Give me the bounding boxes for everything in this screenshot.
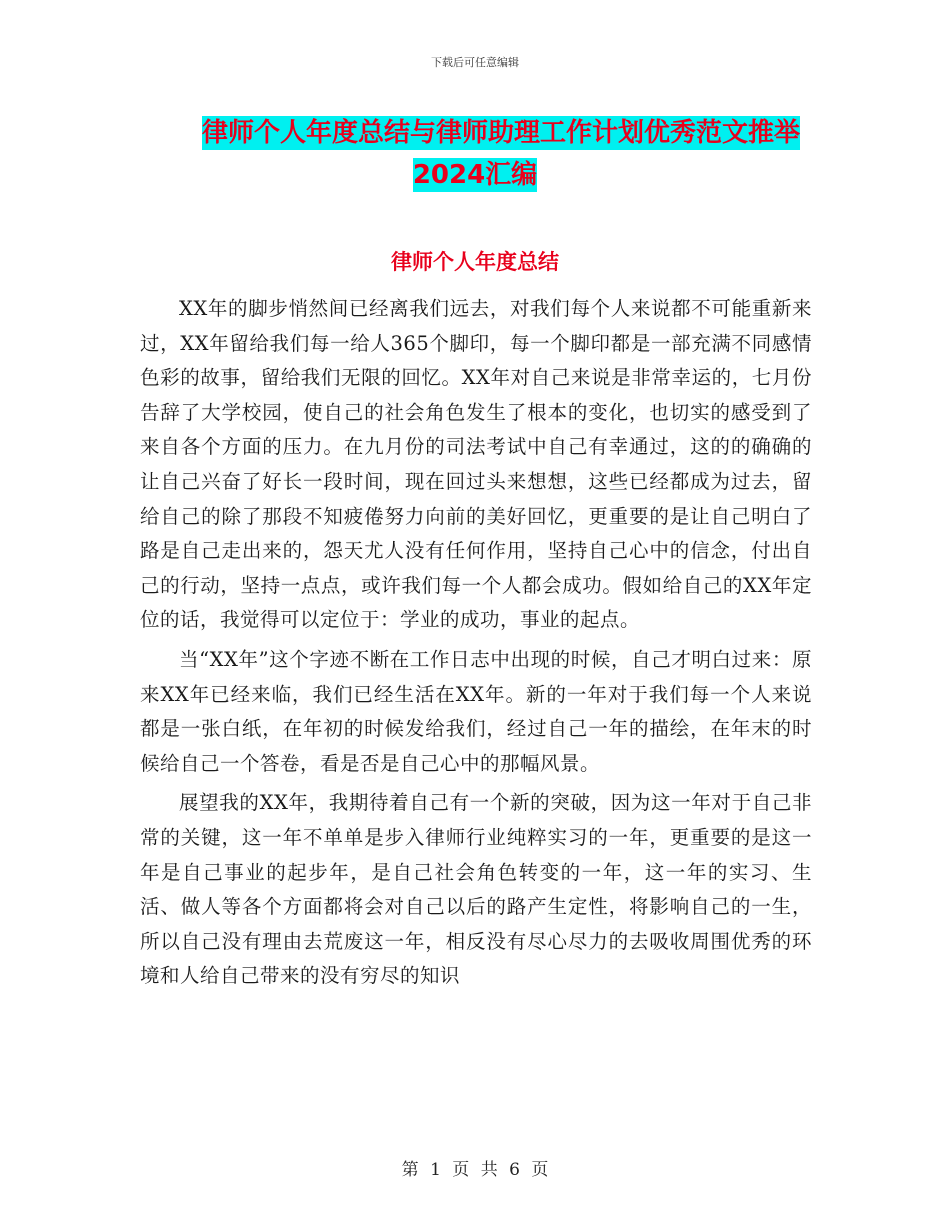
page-header-note: 下载后可任意编辑 (431, 56, 519, 69)
section-heading: 律师个人年度总结 (391, 250, 559, 274)
paragraph: 展望我的XX年，我期待着自己有一个新的突破，因为这一年对于自己非常的关键，这一年不单单是步入律师行业纯粹实习的一年，更重要的是这一年是自己事业的起步年，是自己社会角色转变的一年，这一年的实习、生活、做人等各个方面都将会对自己以后的路产生定性，将影响自己的一生，所以自己没有理由去荒废这一年，相反没有尽心尽力的去吸收周围优秀的环境和人给自己带来的没有穷尽的知识 (140, 791, 812, 988)
document-body (140, 292, 812, 999)
page-number: 第 1 页 共 6 页 (401, 1160, 549, 1180)
title-line-2: 2024汇编 (412, 160, 538, 190)
title-line-1: 律师个人年度总结与律师助理工作计划优秀范文推举 (201, 118, 800, 148)
paragraph: 当“XX年”这个字迹不断在工作日志中出现的时候，自己才明白过来：原来XX年已经来临，我们已经生活在XX年。新的一年对于我们每一个人来说都是一张白纸，在年初的时候发给我们，经过自己一年的描绘，在年末的时候给自己一个答卷，看是否是自己心中的那幅风景。 (140, 647, 812, 775)
paragraph: XX年的脚步悄然间已经离我们远去，对我们每个人来说都不可能重新来过，XX年留给我们每一给人365个脚印，每一个脚印都是一部充满不同感情色彩的故事，留给我们无限的回忆。XX年对自己来说是非常幸运的，七月份告辞了大学校园，使自己的社会角色发生了根本的变化，也切实的感受到了来自各个方面的压力。在九月份的司法考试中自己有幸通过，这的的确确的让自己兴奋了好长一段时间，现在回过头来想想，这些已经都成为过去，留给自己的除了那段不知疲倦努力向前的美好回忆，更重要的是让自己明白了路是自己走出来的，怨天尤人没有任何作用，坚持自己心中的信念，付出自己的行动，坚持一点点，或许我们每一个人都会成功。假如给自己的XX年定位的话，我觉得可以定位于：学业的成功，事业的起点。 (140, 297, 812, 632)
document-title (0, 112, 950, 196)
